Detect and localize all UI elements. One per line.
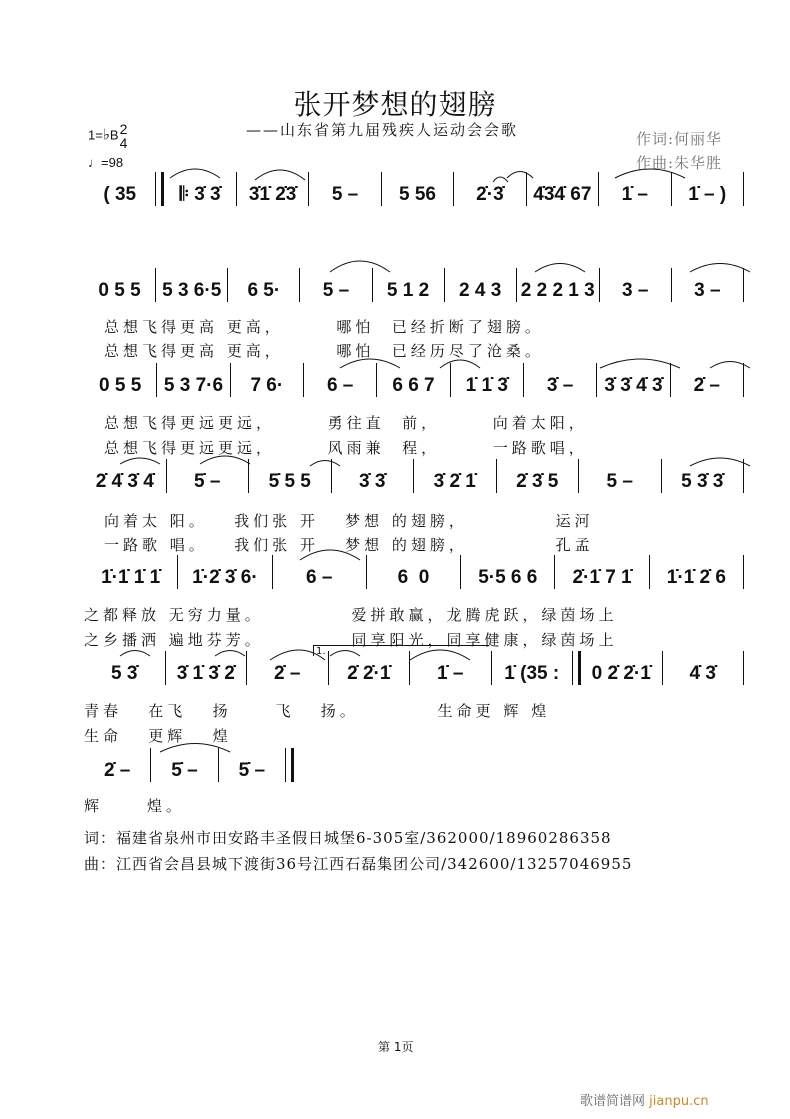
measure: 2̇·3̇ [476,184,504,205]
lyric-verse-2: 之乡播洒 遍地芬芳。 同享阳光，同享健康，绿茵场上 [84,631,618,649]
measure: 5̇ 5 5 [268,471,311,492]
song-subtitle: ——山东省第九届残疾人运动会会歌 [246,121,519,139]
measure: 2̇ 4̇ 3̇ 4̇ [95,471,154,492]
measure: 5 – [331,184,359,205]
measure: 3̇ 3̇ 4̇ 3̇ [604,375,663,396]
measure: 0 5 5 [98,280,141,301]
time-top: 2 [119,121,128,137]
measure: 3̇ 3̇ [359,471,386,492]
measure: 1̇ – ) [688,184,727,205]
lyric-verse-1: 向着太 阳。 我们张 开 梦想 的翅膀， 运河 [104,512,594,530]
key-prefix: 1= [88,127,103,143]
measure: 3̇1̇ 2̇3̇ [248,184,297,205]
measure: 5 3 7·6 [163,375,224,396]
measure: 6 – [326,375,354,396]
time-bottom: 4 [119,135,128,151]
measure: 5 – [322,280,350,301]
lyric-verse-1: 总想飞得更高 更高， 哪怕 已经折断了翅膀。 [104,318,544,336]
measure: 5·5 6 6 [478,567,538,588]
measure: 2̇·1̇ 7 1̇ [572,567,632,588]
lyric-verse-1: 青春 在飞 扬 飞 扬。 生命更 辉 煌 [84,702,551,720]
measure: 1̇·1̇ 1̇ 1̇ [101,567,161,588]
measure: 0 5 5 [99,375,142,396]
measure: 2̇ 3̇ 5 [516,471,559,492]
measure: 5 – [606,471,633,492]
song-title: 张开梦想的翅膀 [293,88,497,121]
measure: 2 2 2 1 3 [520,280,595,301]
lyric-verse-2: 总想飞得更远更远， 风雨兼 程， 一路歌唱， [104,439,588,457]
measure: 3̇ 2̇ 1̇ [433,471,476,492]
measure: 5 3 6·5 [162,280,222,301]
lyric-verse-1: 辉 煌。 [84,797,185,815]
composer-credit: 作曲:朱华胜 [636,154,723,172]
watermark-cn: 歌谱简谱网 [580,1094,646,1109]
measure: 5̇ – [238,760,266,781]
flat-icon: ♭ [102,126,110,144]
measure: 5̇ – [171,760,198,781]
volta-bracket: 1. [313,645,489,656]
measure: 5 1 2 [386,280,430,301]
measure: ( 35 [103,184,137,205]
lyricist-contact: 词：福建省泉州市田安路丰圣假日城堡6-305室/362000/18960286358 [84,829,612,847]
measure: 3̇ 1̇ 3̇ 2̇ [176,663,235,684]
tempo-marking: ♩=98 [88,155,124,170]
lyricist-credit: 作词:何丽华 [636,130,723,148]
composer-contact: 曲：江西省会昌县城下渡街36号江西石磊集团公司/342600/13257046955 [84,855,633,873]
lyric-verse-1: 总想飞得更远更远， 勇往直 前， 向着太阳， [104,414,588,432]
measure: 0 2̇ 2̇·1̇ [591,663,651,684]
measure: 1̇·1̇ 2̇ 6 [666,567,726,588]
measure: 2̇ – [693,375,720,396]
measure: 1̇ – [437,663,464,684]
measure: 3 – [694,280,721,301]
measure: 2̇ 2̇·1̇ [347,663,391,684]
measure: 2̇ – [274,663,301,684]
measure: 1̇ (35 : [504,663,560,684]
measure: 5̇ – [194,471,221,492]
measure: 6 6 7 [392,375,435,396]
measure: 𝄆 3̇ 3̇ [179,184,221,205]
measure: 1̇·2̇ 3̇ 6· [192,567,258,588]
measure: 3 – [622,280,649,301]
measure: 5 56 [398,184,436,205]
page-number: 第 1页 [378,1040,414,1054]
lyric-verse-1: 之都释放 无穷力量。 爱拼敢赢，龙腾虎跃，绿茵场上 [84,606,618,624]
measure: 5 3̇ [111,663,138,684]
measure: 3̇ – [546,375,574,396]
lyric-verse-2: 生命 更辉 煌 [84,727,232,745]
measure: 4̇ 3̇ [689,663,716,684]
measure: 1̇ – [621,184,648,205]
measure: 6 – [305,567,333,588]
measure: 7 6· [250,375,284,396]
measure: 5 3̇ 3̇ [681,471,724,492]
measure: 6 5· [247,280,281,301]
measure: 2 4 3 [459,280,502,301]
measure: 2̇ – [103,760,131,781]
key-note: B [109,127,119,143]
watermark-en: jianpu.cn [649,1094,709,1109]
lyric-verse-2: 一路歌 唱。 我们张 开 梦想 的翅膀， 孔孟 [104,536,594,554]
measure: 4̇3̇4̇ 67 [533,184,592,205]
measure: 1̇ 1̇ 3̇ [465,375,508,396]
measure: 6 0 [397,567,430,588]
lyric-verse-2: 总想飞得更高 更高， 哪怕 已经历尽了沧桑。 [104,342,544,360]
